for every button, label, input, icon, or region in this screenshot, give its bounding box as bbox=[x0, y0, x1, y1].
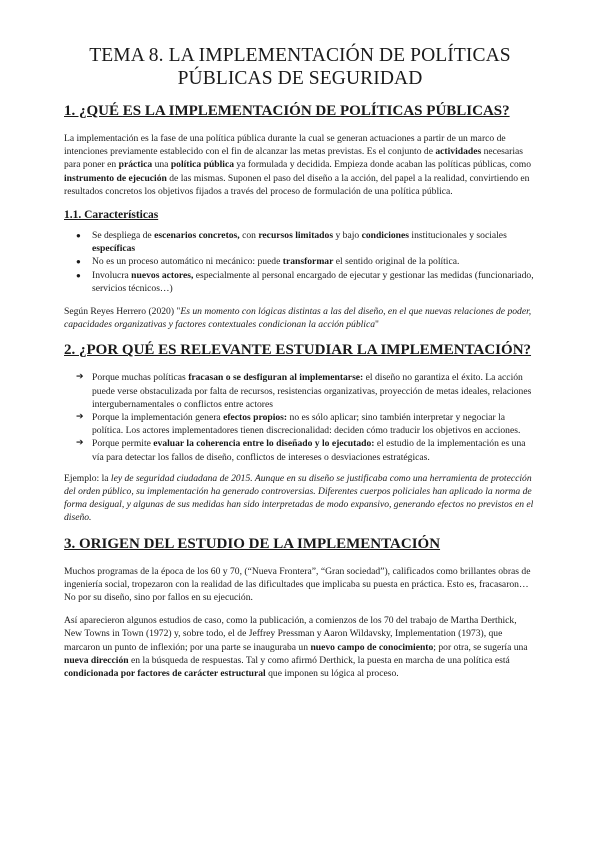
list-item: ● Se despliega de escenarios concretos, con recursos limitados y bajo condiciones institucionales y sociales específicas bbox=[76, 230, 507, 255]
bullet-icon: ● bbox=[76, 270, 81, 280]
reyes-herrero-quote: Según Reyes Herrero (2020) "Es un momento con lógicas distintas a las del diseño, en el que nuevas relaciones de poder, capacidades organizativas y factores contextuales condicionan la acción pública" bbox=[64, 306, 532, 331]
section-1-heading: 1. ¿QUÉ ES LA IMPLEMENTACIÓN DE POLÍTICAS PÚBLICAS? bbox=[64, 103, 510, 119]
list-item: ● Involucra nuevos actores, especialmente al personal encargado de ejecutar y gestionar las medidas (funcionariado, servicios técnicos…) bbox=[76, 269, 534, 294]
document-title-line2: PÚBLICAS DE SEGURIDAD bbox=[177, 68, 423, 89]
bullet-icon: ● bbox=[76, 231, 81, 241]
arrow-right-icon: ➔ bbox=[76, 438, 84, 449]
section-2-heading: 2. ¿POR QUÉ ES RELEVANTE ESTUDIAR LA IMPLEMENTACIÓN? bbox=[64, 342, 532, 359]
section-3-heading: 3. ORIGEN DEL ESTUDIO DE LA IMPLEMENTACIÓN bbox=[64, 535, 441, 552]
list-item: ➔ Porque muchas políticas fracasan o se desfiguran al implementarse: el diseño no garantiza el éxito. La acción puede verse obstaculizada por falta de recursos, resistencias organizativas, proyección de metas ideales, relaciones intergubernamentales o conflictos entre actores bbox=[76, 372, 532, 410]
section-1-1-heading: 1.1. Características bbox=[64, 209, 159, 222]
document-title bbox=[64, 44, 536, 90]
list-item: ● No es un proceso automático ni mecánico: puede transformar el sentido original de la política. bbox=[76, 256, 460, 268]
relevance-list bbox=[64, 371, 536, 463]
characteristics-list bbox=[64, 229, 536, 295]
arrow-right-icon: ➔ bbox=[76, 372, 84, 383]
document-title-line1: TEMA 8. LA IMPLEMENTACIÓN DE POLÍTICAS bbox=[89, 45, 511, 66]
section-1-paragraph: La implementación es la fase de una política pública durante la cual se generan actuaciones a partir de un marco de intenciones previamente establecido con el fin de alcanzar las metas previstas. Es el conjunto de actividades necesarias para poner en práctica una política pública ya formulada y decidida. Empieza donde acaban las políticas públicas, como instrumento de ejecución de las mismas. Suponen el paso del diseño a la acción, del papel a la realidad, convirtiendo en resultados concretos los objetivos fijados a través del proceso de formulación de una política pública. bbox=[64, 133, 532, 197]
section-3-paragraph-2: Así aparecieron algunos estudios de caso, como la publicación, a comienzos de los 70 del trabajo de Martha Derthick, New Towns in Town (1972) y, sobre todo, el de Jeffrey Pressman y Aaron Wildavsky, Implementation (1973), que marcaron un punto de inflexión; por una parte se inauguraba un nuevo campo de conocimiento; por otra, se sugería una nueva dirección en la búsqueda de respuestas. Tal y como afirmó Derthick, la puesta en marcha de una política está condicionada por factores de carácter estructural que imponen su lógica al proceso. bbox=[64, 615, 528, 680]
arrow-right-icon: ➔ bbox=[76, 412, 84, 423]
list-item: ➔ Porque la implementación genera efectos propios: no es sólo aplicar; sino también interpretar y negociar la política. Los actores implementadores tienen discrecionalidad: deciden cómo traducir los objetivos en acciones. bbox=[76, 412, 521, 437]
list-item: ➔ Porque permite evaluar la coherencia entre lo diseñado y lo ejecutado: el estudio de la implementación es una vía para detectar los fallos de diseño, conflictos de intereses o desviaciones estratégicas. bbox=[76, 438, 526, 463]
section-3-paragraph-1: Muchos programas de la época de los 60 y 70, (“Nueva Frontera”, “Gran sociedad”), calificados como brillantes obras de ingeniería social, tropezaron con la realidad de las dificultades que implicaba su puesta en práctica. Esto es, fracasaron… No por su diseño, sino por fallos en su ejecución. bbox=[64, 565, 531, 604]
bullet-icon: ● bbox=[76, 257, 81, 267]
example-paragraph: Ejemplo: la ley de seguridad ciudadana de 2015. Aunque en su diseño se justificaba como una herramienta de protección del orden público, su implementación ha generado controversias. Diferentes cuerpos policiales han aplicado la norma de forma desigual, y algunas de sus medidas han sido interpretadas de modo expansivo, generando efectos no previstos en el diseño. bbox=[64, 472, 534, 524]
